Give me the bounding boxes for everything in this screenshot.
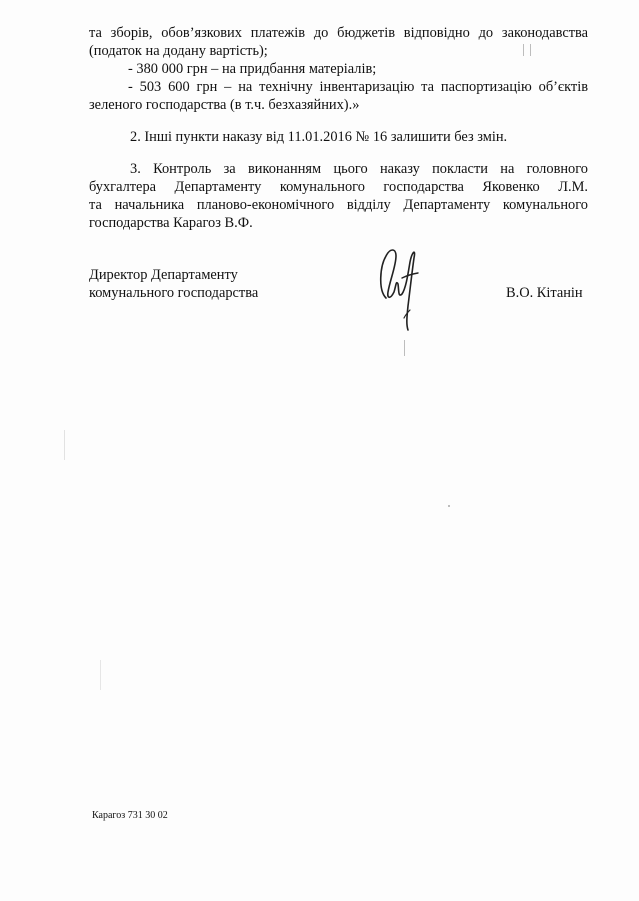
signatory-position: комунального господарства bbox=[89, 285, 259, 301]
scan-speck bbox=[448, 505, 450, 507]
scan-speck bbox=[530, 44, 531, 56]
signatory-position: Директор Департаменту bbox=[89, 267, 238, 283]
paragraph: 2. Інші пункти наказу від 11.01.2016 № 16 залишити без змін. bbox=[130, 129, 508, 145]
list-item-continuation: зеленого господарства (в т.ч. безхазяйних).» bbox=[89, 97, 360, 113]
paragraph-line: та начальника планово-економічного відділу Департаменту комунального bbox=[89, 197, 588, 213]
paragraph-line: господарства Карагоз В.Ф. bbox=[89, 215, 253, 231]
paragraph-line: та зборів, обов’язкових платежів до бюджетів відповідно до законодавства bbox=[89, 25, 588, 41]
scan-speck bbox=[404, 340, 405, 356]
paragraph-line: 3. Контроль за виконанням цього наказу покласти на головного bbox=[130, 161, 588, 177]
list-item: - 380 000 грн – на придбання матеріалів; bbox=[128, 61, 377, 77]
handwritten-signature bbox=[374, 240, 424, 332]
scan-speck bbox=[64, 430, 65, 460]
scan-speck bbox=[523, 44, 524, 56]
paragraph-line: бухгалтера Департаменту комунального господарства Яковенко Л.М. bbox=[89, 179, 588, 195]
executor-footer: Карагоз 731 30 02 bbox=[92, 810, 168, 821]
list-item: - 503 600 грн – на технічну інвентаризацію та паспортизацію об’єктів bbox=[128, 79, 588, 95]
paragraph-line: (податок на додану вартість); bbox=[89, 43, 268, 59]
scan-speck bbox=[100, 660, 101, 690]
signatory-name: В.О. Кітанін bbox=[506, 285, 583, 301]
